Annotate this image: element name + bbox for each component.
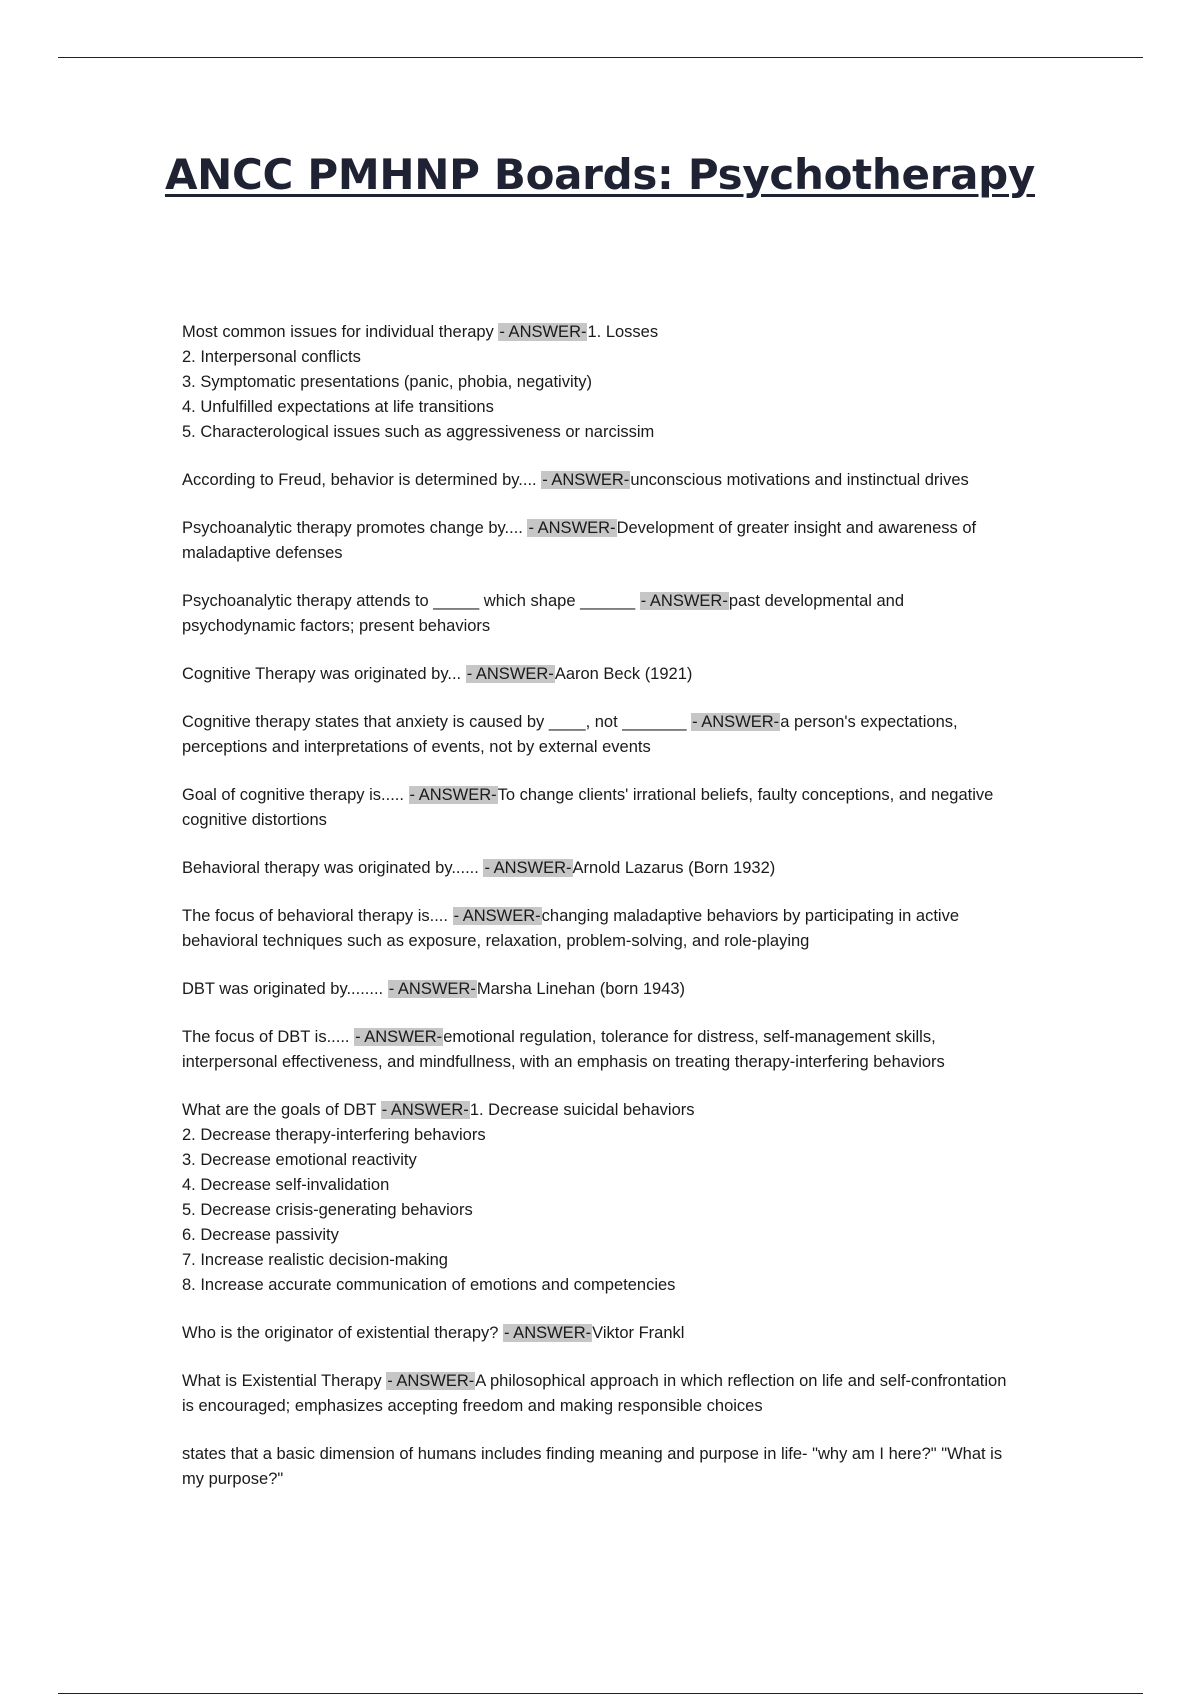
answer-text: Marsha Linehan (born 1943) <box>476 980 686 998</box>
answer-text: 1. Losses <box>587 323 659 341</box>
answer-text: To change clients' irrational beliefs, faulty conceptions, and negative cognitive distortions <box>182 786 994 829</box>
answer-list-line: 5. Characterological issues such as aggressiveness or narcissim <box>182 423 655 441</box>
qa-item <box>182 1098 1022 1298</box>
answer-text: 1. Decrease suicidal behaviors <box>469 1101 695 1119</box>
question-text: Who is the originator of existential therapy? <box>182 1324 504 1342</box>
top-rule <box>58 57 1143 58</box>
answer-list-line: 8. Increase accurate communication of emotions and competencies <box>182 1276 676 1294</box>
answer-list-line: 6. Decrease passivity <box>182 1226 339 1244</box>
answer-text: A philosophical approach in which reflection on life and self-confrontation is encouraged; emphasizes accepting freedom and making responsible choices <box>182 1372 1007 1415</box>
question-text: Goal of cognitive therapy is..... <box>182 786 409 804</box>
qa-item <box>182 589 1022 639</box>
answer-tag: - ANSWER- <box>388 980 476 998</box>
answer-list-line: 4. Unfulfilled expectations at life transitions <box>182 398 494 416</box>
answer-tag: - ANSWER- <box>528 519 616 537</box>
qa-item <box>182 468 1022 493</box>
question-text: Cognitive Therapy was originated by... <box>182 665 466 683</box>
answer-tag: - ANSWER- <box>409 786 497 804</box>
qa-item <box>182 320 1022 445</box>
answer-tag: - ANSWER- <box>387 1372 475 1390</box>
qa-item <box>182 1025 1022 1075</box>
answer-text: a person's expectations, perceptions and interpretations of events, not by external events <box>182 713 958 756</box>
qa-item <box>182 1369 1022 1419</box>
answer-tag: - ANSWER- <box>499 323 587 341</box>
answer-text: emotional regulation, tolerance for distress, self-management skills, interpersonal effectiveness, and mindfullness, with an emphasis on treating therapy-interfering behaviors <box>182 1028 945 1071</box>
qa-item <box>182 904 1022 954</box>
answer-list-line: 2. Decrease therapy-interfering behaviors <box>182 1126 486 1144</box>
answer-text: past developmental and psychodynamic factors; present behaviors <box>182 592 905 635</box>
trailing-paragraph: states that a basic dimension of humans includes finding meaning and purpose in life- "why am I here?" "What is my purpose?" <box>182 1445 1003 1488</box>
page-title: ANCC PMHNP Boards: Psychotherapy <box>164 150 1036 199</box>
qa-item <box>182 856 1022 881</box>
answer-text: Development of greater insight and awareness of maladaptive defenses <box>182 519 977 562</box>
qa-item <box>182 783 1022 833</box>
answer-list-line: 3. Decrease emotional reactivity <box>182 1151 417 1169</box>
question-text: Psychoanalytic therapy attends to _____ which shape ______ <box>182 592 640 610</box>
bottom-rule <box>58 1693 1143 1694</box>
answer-list-line: 7. Increase realistic decision-making <box>182 1251 448 1269</box>
qa-item <box>182 1321 1022 1346</box>
answer-tag: - ANSWER- <box>453 907 541 925</box>
question-text: DBT was originated by........ <box>182 980 388 998</box>
qa-item <box>182 516 1022 566</box>
question-text: Behavioral therapy was originated by...... <box>182 859 484 877</box>
answer-text: Arnold Lazarus (Born 1932) <box>572 859 776 877</box>
answer-text: changing maladaptive behaviors by participating in active behavioral techniques such as exposure, relaxation, problem-solving, and role-playing <box>182 907 959 950</box>
question-text: What are the goals of DBT <box>182 1101 381 1119</box>
question-text: Psychoanalytic therapy promotes change by.... <box>182 519 528 537</box>
answer-tag: - ANSWER- <box>381 1101 469 1119</box>
answer-tag: - ANSWER- <box>355 1028 443 1046</box>
answer-list-line: 2. Interpersonal conflicts <box>182 348 361 366</box>
answer-list-line: 4. Decrease self-invalidation <box>182 1176 390 1194</box>
answer-list-line: 3. Symptomatic presentations (panic, phobia, negativity) <box>182 373 592 391</box>
qa-content <box>182 320 1022 1515</box>
answer-tag: - ANSWER- <box>640 592 728 610</box>
answer-text: Viktor Frankl <box>592 1324 685 1342</box>
answer-tag: - ANSWER- <box>484 859 572 877</box>
answer-tag: - ANSWER- <box>542 471 630 489</box>
qa-item <box>182 977 1022 1002</box>
qa-item <box>182 662 1022 687</box>
answer-tag: - ANSWER- <box>692 713 780 731</box>
question-text: Most common issues for individual therapy <box>182 323 499 341</box>
answer-text: Aaron Beck (1921) <box>554 665 693 683</box>
question-text: The focus of behavioral therapy is.... <box>182 907 453 925</box>
answer-list-line: 5. Decrease crisis-generating behaviors <box>182 1201 473 1219</box>
question-text: According to Freud, behavior is determined by.... <box>182 471 542 489</box>
answer-tag: - ANSWER- <box>504 1324 592 1342</box>
qa-list <box>182 320 1022 1419</box>
question-text: What is Existential Therapy <box>182 1372 387 1390</box>
question-text: The focus of DBT is..... <box>182 1028 355 1046</box>
question-text: Cognitive therapy states that anxiety is caused by ____, not _______ <box>182 713 692 731</box>
answer-tag: - ANSWER- <box>466 665 554 683</box>
qa-item <box>182 710 1022 760</box>
answer-text: unconscious motivations and instinctual drives <box>630 471 969 489</box>
